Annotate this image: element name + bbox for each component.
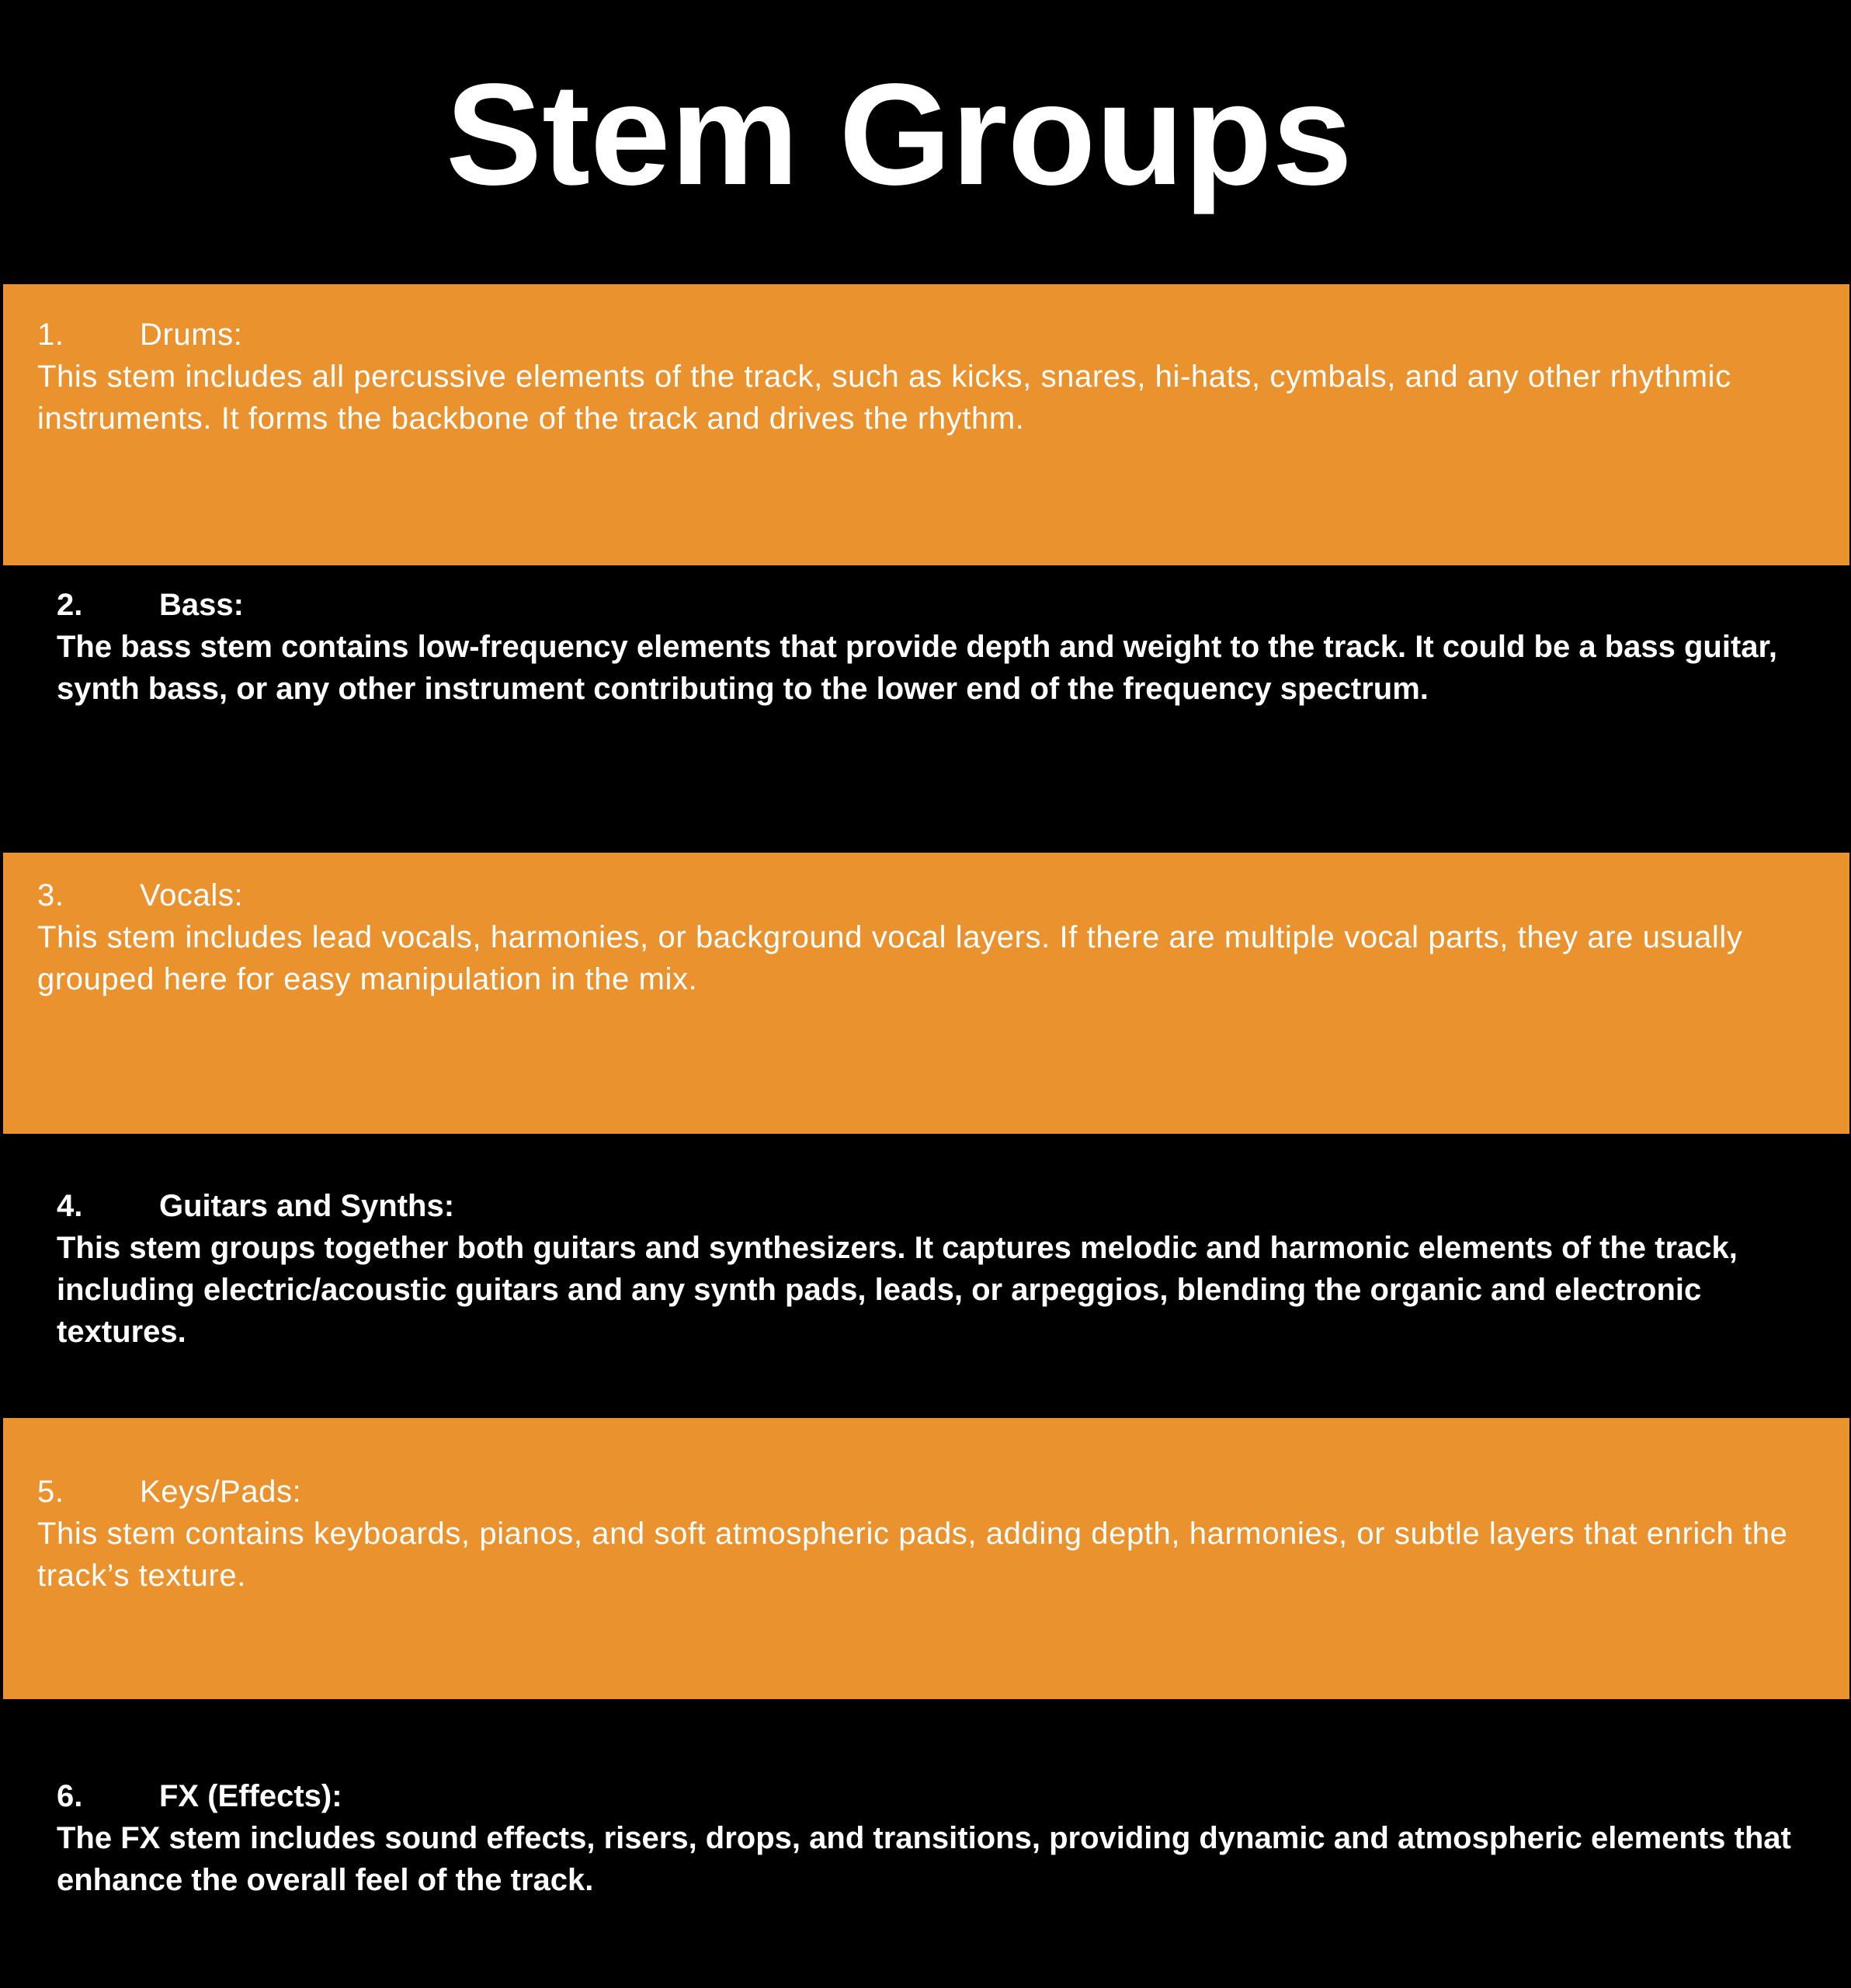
section-description: The FX stem includes sound effects, risers, drops, and transitions, providing dynamic and atmospheric elements that enhance the overall feel of the track.	[57, 1821, 1791, 1897]
section-heading	[57, 1185, 1820, 1227]
section-title: Guitars and Synths:	[159, 1189, 455, 1223]
section-description: This stem includes lead vocals, harmonies, or background vocal layers. If there are multiple vocal parts, they are usually grouped here for easy manipulation in the mix.	[37, 920, 1743, 996]
section-heading	[37, 874, 1818, 916]
section-drums	[3, 284, 1849, 565]
page-title: Stem Groups	[446, 54, 1353, 215]
section-heading	[37, 314, 1818, 356]
section-number: 3.	[37, 878, 64, 912]
section-content	[57, 1185, 1820, 1353]
section-description: This stem contains keyboards, pianos, and soft atmospheric pads, adding depth, harmonies, or subtle layers that enrich the track’s texture.	[37, 1517, 1788, 1593]
section-description: This stem groups together both guitars and synthesizers. It captures melodic and harmonic elements of the track, including electric/acoustic guitars and any synth pads, leads, or arpeggios, blending the organic and electronic textures.	[57, 1231, 1738, 1349]
section-content	[57, 1775, 1820, 1901]
section-keys-pads	[3, 1418, 1849, 1699]
section-number: 2.	[57, 588, 83, 622]
section-number: 4.	[57, 1189, 83, 1223]
section-title: FX (Effects):	[159, 1779, 342, 1813]
section-number: 5.	[37, 1475, 64, 1509]
section-fx	[0, 1699, 1851, 1988]
section-title: Bass:	[159, 588, 244, 622]
section-content	[37, 1471, 1818, 1597]
title-bar	[0, 0, 1851, 284]
section-description: This stem includes all percussive elements of the track, such as kicks, snares, hi-hats, cymbals, and any other rhythmic instruments. It forms the backbone of the track and drives the rhythm.	[37, 360, 1731, 436]
section-content	[37, 874, 1818, 1000]
section-title: Vocals:	[140, 878, 244, 912]
section-title: Drums:	[140, 318, 243, 352]
section-content	[57, 584, 1820, 710]
section-description: The bass stem contains low-frequency elements that provide depth and weight to the track. It could be a bass guitar, synth bass, or any other instrument contributing to the lower end of the frequency spectrum.	[57, 630, 1777, 706]
section-heading	[57, 1775, 1820, 1817]
section-content	[37, 314, 1818, 440]
section-heading	[57, 584, 1820, 626]
section-vocals	[3, 853, 1849, 1134]
section-bass	[0, 565, 1851, 853]
section-guitars-synths	[0, 1134, 1851, 1418]
section-heading	[37, 1471, 1818, 1513]
section-number: 6.	[57, 1779, 83, 1813]
section-number: 1.	[37, 318, 64, 352]
section-title: Keys/Pads:	[140, 1475, 302, 1509]
